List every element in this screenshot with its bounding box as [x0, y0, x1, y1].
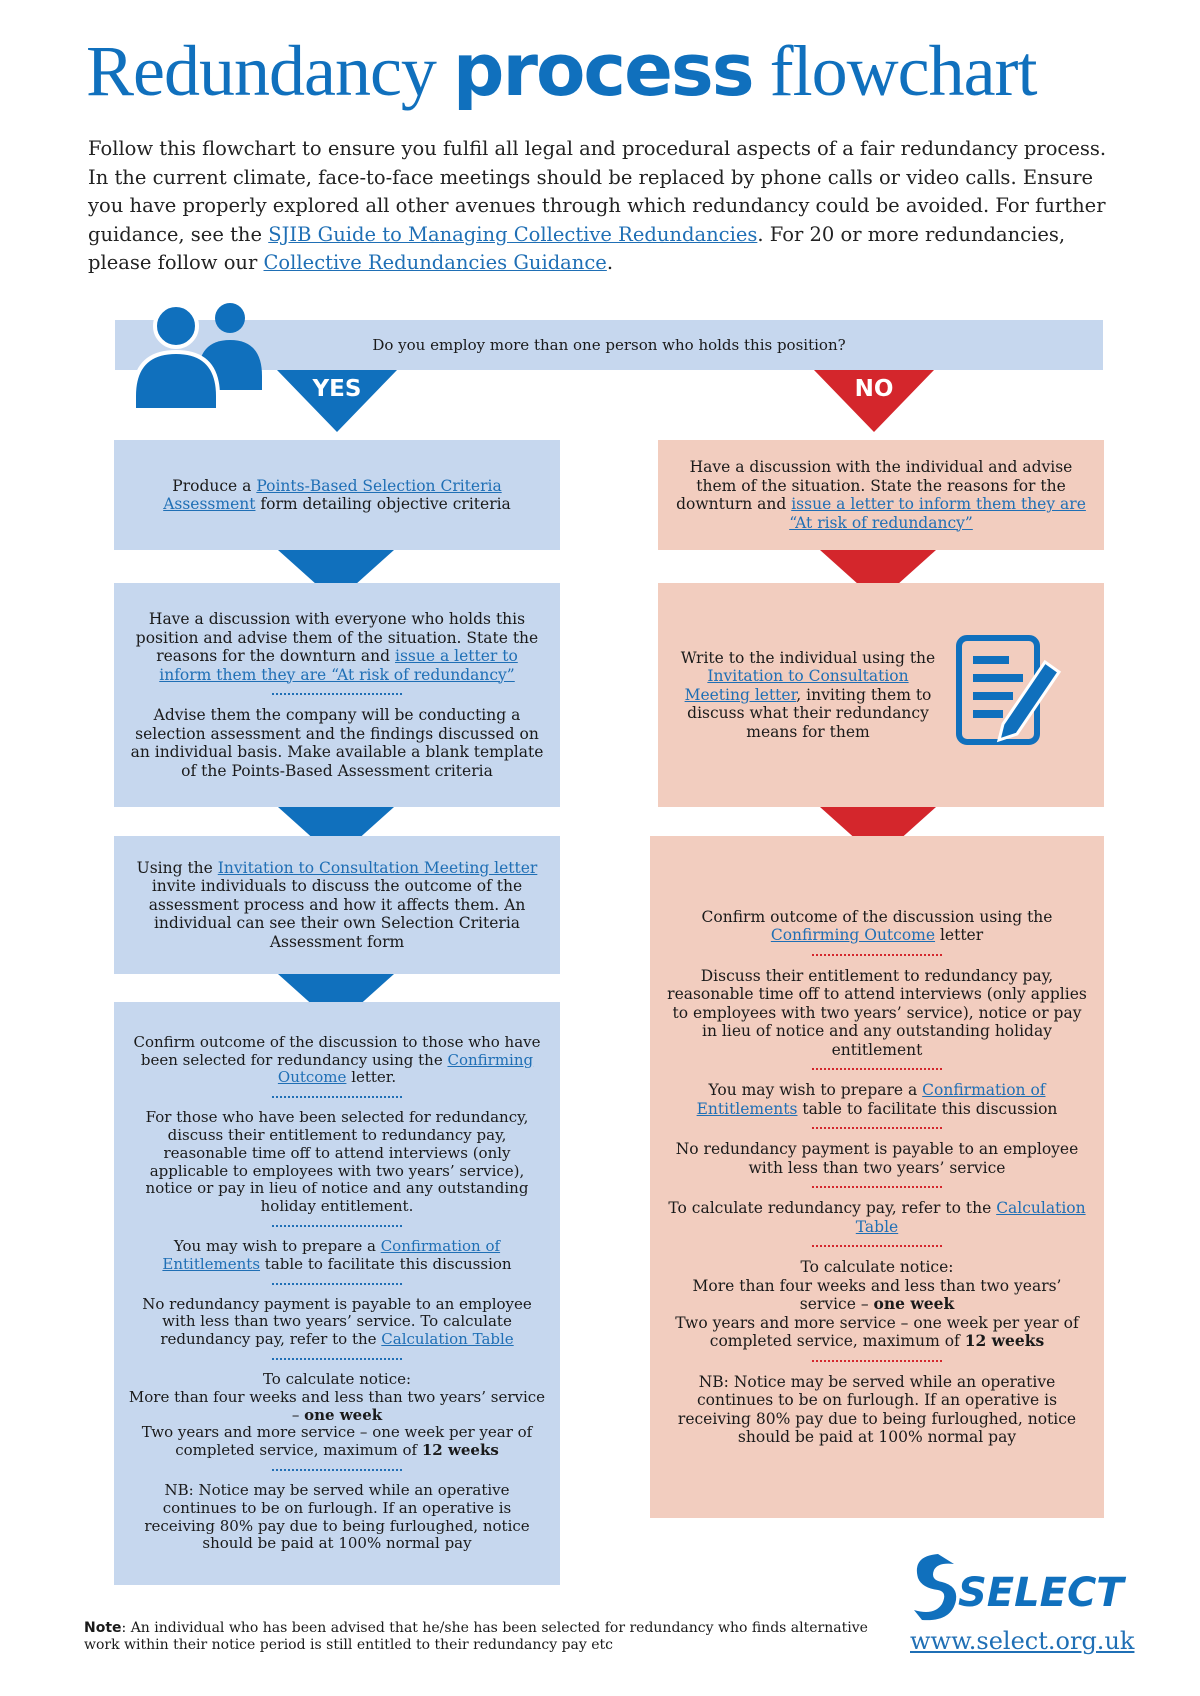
- no-step-1: [658, 440, 1104, 550]
- dotted-divider: [812, 1245, 942, 1247]
- confirmation-of-entitlements-link[interactable]: Confirmation of Entitlements: [696, 1081, 1046, 1118]
- intro-paragraph: [88, 135, 1128, 278]
- step-text: NB: Notice may be served while an operative continues to be on furlough. If an operative is receiving 80% pay due to being furloughed, notice should be paid at 100% normal pay: [144, 1480, 530, 1553]
- intro-text: .: [606, 251, 614, 274]
- step-text: No redundancy payment is payable to an employee with less than two years’ service: [675, 1140, 1079, 1177]
- calculation-table-link[interactable]: Calculation Table: [855, 1199, 1086, 1236]
- dotted-divider: [812, 954, 942, 956]
- dotted-divider: [272, 693, 402, 695]
- step-text: To calculate notice:: [262, 1369, 412, 1388]
- title-part1: Redundancy: [86, 31, 436, 111]
- step-text: Advise them the company will be conducting a selection assessment and the findings discussed on an individual basis. Make available a blank template of the Points-Based Assessment criteria: [130, 706, 544, 780]
- step-text: You may wish to prepare a: [173, 1237, 381, 1255]
- step-text: More than four weeks and less than two years’ service –: [128, 1387, 546, 1424]
- dotted-divider: [272, 1358, 402, 1360]
- step-text: To calculate redundancy pay, refer to the: [668, 1199, 997, 1217]
- confirming-outcome-link[interactable]: Confirming Outcome: [770, 926, 936, 944]
- step-text: NB: Notice may be served while an operative continues to be on furlough. If an operative is receiving 80% pay due to being furloughed, notice should be paid at 100% normal pay: [677, 1372, 1077, 1446]
- step-text: No redundancy payment is payable to an employee with less than two years’ service. To calculate redundancy pay, refer to the: [142, 1294, 532, 1349]
- dotted-divider: [812, 1068, 942, 1070]
- step-text: Two years and more service – one week per year of completed service, maximum of: [675, 1313, 1079, 1350]
- step-text: , inviting them to discuss what their redundancy means for them: [687, 685, 932, 741]
- calculation-table-link[interactable]: Calculation Table: [381, 1330, 514, 1349]
- dotted-divider: [272, 1096, 402, 1098]
- step-text: Confirm outcome of the discussion to those who have been selected for redundancy using the: [133, 1032, 541, 1069]
- yes-step-4: [114, 1002, 560, 1585]
- dotted-divider: [272, 1225, 402, 1227]
- question-text: Do you employ more than one person who holds this position?: [372, 336, 846, 354]
- step-text: Confirm outcome of the discussion using the: [701, 907, 1053, 926]
- confirmation-of-entitlements-link[interactable]: Confirmation of Entitlements: [162, 1237, 501, 1273]
- yes-step-3: [114, 836, 560, 974]
- dotted-divider: [812, 1360, 942, 1362]
- document-pencil-icon: [955, 632, 1065, 752]
- step-bold: one week: [304, 1405, 383, 1424]
- step-bold: 12 weeks: [964, 1331, 1045, 1350]
- at-risk-letter-link[interactable]: issue a letter to inform them they are “At risk of redundancy”: [789, 495, 1086, 532]
- step-text: letter.: [346, 1068, 397, 1087]
- points-based-assessment-link[interactable]: Points-Based Selection Criteria Assessment: [163, 476, 502, 513]
- no-step-3: [650, 836, 1104, 1518]
- step-text: Write to the individual using the: [680, 648, 936, 667]
- step-text: To calculate notice:: [800, 1258, 954, 1276]
- title-part2: process: [452, 28, 753, 112]
- step-text: invite individuals to discuss the outcome of the assessment process and how it affects them. An individual can see their own Selection Criteria Assessment form: [148, 877, 526, 951]
- no-label: NO: [854, 376, 894, 402]
- dotted-divider: [812, 1127, 942, 1129]
- page-title: [86, 28, 1037, 112]
- people-icon: [128, 298, 278, 410]
- step-text: More than four weeks and less than two years’ service –: [692, 1276, 1062, 1313]
- dotted-divider: [272, 1283, 402, 1285]
- step-text: letter: [935, 926, 984, 944]
- collective-redundancies-link[interactable]: Collective Redundancies Guidance: [263, 251, 607, 274]
- step-text: Two years and more service – one week per year of completed service, maximum of: [141, 1423, 533, 1460]
- website-link[interactable]: www.select.org.uk: [910, 1627, 1135, 1655]
- note-label: Note: [84, 1620, 122, 1636]
- step-text: form detailing objective criteria: [255, 495, 511, 513]
- invitation-letter-link[interactable]: Invitation to Consultation Meeting letter: [684, 667, 909, 704]
- step-text: Have a discussion with the individual and advise them of the situation. State the reasons for the downturn and: [676, 458, 1073, 513]
- step-text: You may wish to prepare a: [708, 1081, 923, 1099]
- logo-text: SELECT: [958, 1570, 1124, 1616]
- step-text: Discuss their entitlement to redundancy pay, reasonable time off to attend interviews (only applies to employees with two years’ service), notice or pay in lieu of notice and any outstanding holiday entitlement: [667, 966, 1087, 1059]
- confirming-outcome-link[interactable]: Confirming Outcome: [277, 1050, 534, 1087]
- footer-note: [84, 1620, 884, 1654]
- step-text: table to facilitate this discussion: [797, 1099, 1058, 1118]
- yes-label: YES: [312, 376, 362, 402]
- title-part3: flowchart: [769, 31, 1037, 111]
- step-text: Using the: [136, 858, 218, 877]
- step-bold: one week: [873, 1294, 955, 1313]
- yes-step-2: [114, 583, 560, 807]
- step-text: For those who have been selected for redundancy, discuss their entitlement to redundancy pay, reasonable time off to attend interviews (only applicable to employees with two years’ service), notice or pay in lieu of notice and any outstanding holiday entitlement.: [145, 1108, 529, 1216]
- step-text: Have a discussion with everyone who holds this position and advise them of the situation. State the reasons for the downturn and: [135, 610, 539, 665]
- select-logo: [908, 1548, 1128, 1622]
- note-text: : An individual who has been advised that he/she has been selected for redundancy who finds alternative work within their notice period is still entitled to their redundancy pay etc: [84, 1620, 868, 1653]
- intro-text: Follow this flowchart to ensure you fulfil all legal and procedural aspects of a fair redundancy process. In the current climate, face-to-face meetings should be replaced by phone calls or video calls. Ensure you have properly explored all other avenues through which redundancy could be avoided. For further guidance, see the: [88, 137, 1107, 246]
- step-text: Produce a: [172, 476, 257, 495]
- sjib-guide-link[interactable]: SJIB Guide to Managing Collective Redundancies: [268, 222, 758, 246]
- invitation-letter-link[interactable]: Invitation to Consultation Meeting letter: [217, 858, 538, 877]
- yes-step-1: [114, 440, 560, 550]
- step-text: table to facilitate this discussion: [260, 1254, 512, 1273]
- at-risk-letter-link[interactable]: issue a letter to inform them they are “At risk of redundancy”: [159, 647, 518, 684]
- intro-text: . For 20 or more redundancies, please follow our: [88, 222, 1066, 274]
- step-bold: 12 weeks: [421, 1441, 499, 1460]
- dotted-divider: [272, 1469, 402, 1471]
- dotted-divider: [812, 1186, 942, 1188]
